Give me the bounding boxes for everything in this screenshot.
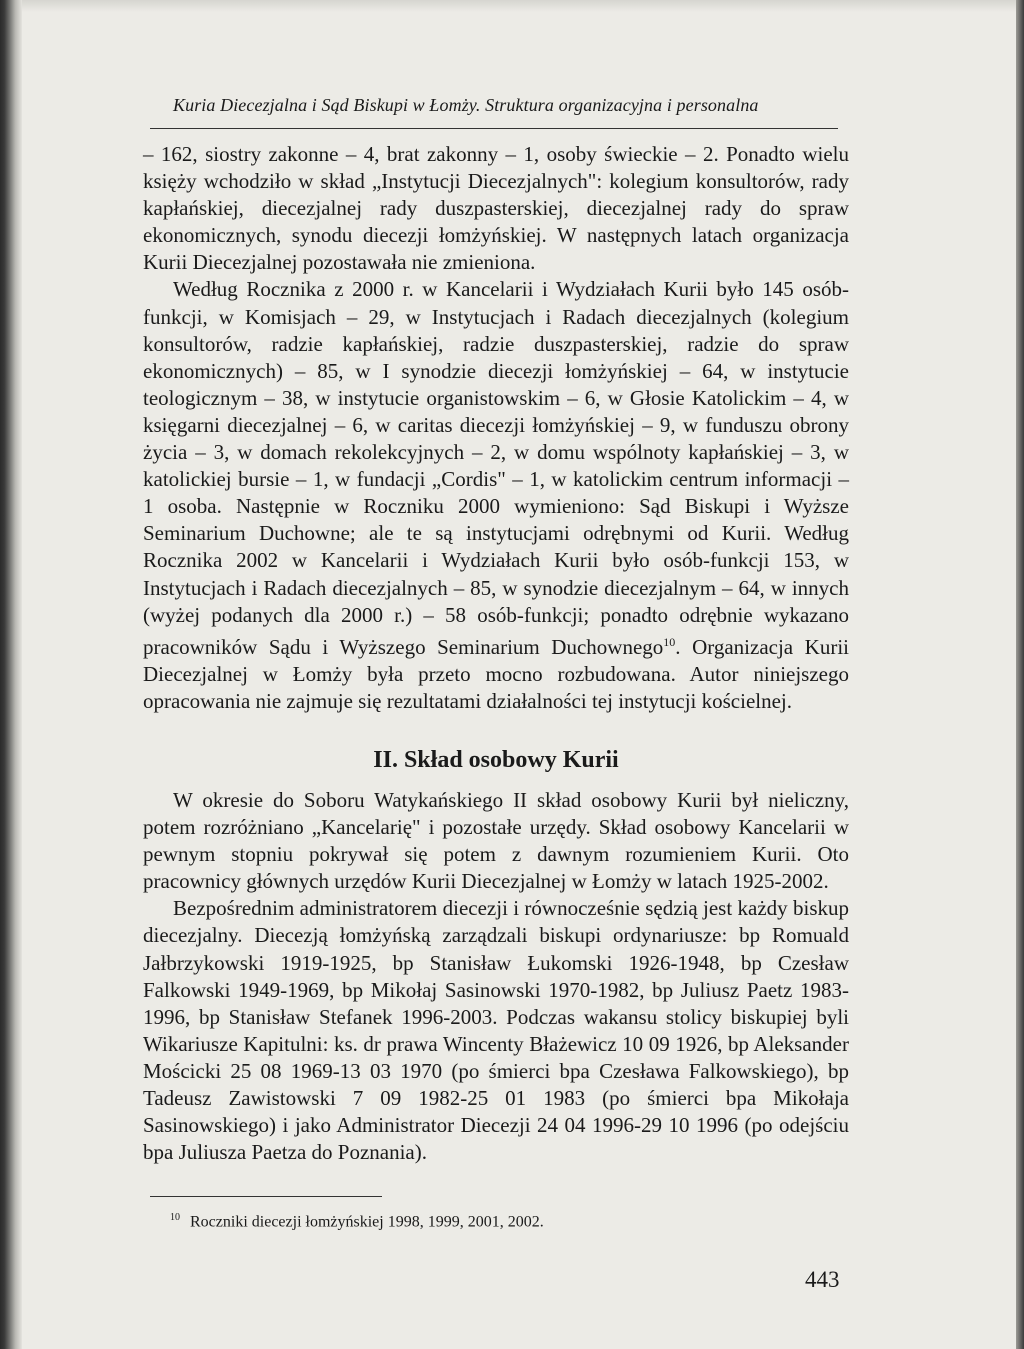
page-number: 443 bbox=[805, 1267, 840, 1292]
paragraph-text: . Organizacja Kurii Diecezjalnej w Łomży była przeto mocno rozbudowana. Autor niniejszego opracowania nie zajmuje się rezultatami działalności tej instytucji kościelnej. bbox=[143, 634, 849, 713]
scan-top-edge bbox=[0, 0, 1024, 12]
section-2-body bbox=[143, 787, 849, 1166]
paragraph bbox=[143, 276, 849, 715]
footnote-marker: 10 bbox=[170, 1212, 180, 1223]
paragraph: – 162, siostry zakonne – 4, brat zakonny – 1, osoby świeckie – 2. Ponadto wielu księży wchodziło w skład „Instytucji Diecezjalnych": kolegium konsultorów, rady kapłańskiej, diecezjalnej rady duszpasterskiej, diecezjalnej rady do spraw ekonomicznych, synodu diecezji łomżyńskiej. W następnych latach organizacja Kurii Diecezjalnej pozostawała nie zmieniona. bbox=[143, 142, 849, 275]
footnote-text: Roczniki diecezji łomżyńskiej 1998, 1999, 2001, 2002. bbox=[190, 1213, 544, 1231]
paragraph: W okresie do Soboru Watykańskiego II skład osobowy Kurii był nieliczny, potem rozróżniano „Kancelarię" i pozostałe urzędy. Skład osobowy Kancelarii w pewnym stopniu pokrywał się potem z dawnym rozumieniem Kurii. Oto pracownicy głównych urzędów Kurii Diecezjalnej w Łomży w latach 1925-2002. bbox=[143, 788, 849, 894]
section-1-body bbox=[143, 141, 849, 715]
footnote-reference: 10 bbox=[663, 634, 676, 649]
scan-right-edge bbox=[1016, 0, 1024, 1349]
footnote bbox=[170, 1208, 830, 1232]
book-spine-shadow bbox=[0, 0, 22, 1349]
section-heading: II. Skład osobowy Kurii bbox=[373, 747, 619, 773]
running-header: Kuria Diecezjalna i Sąd Biskupi w Łomży. Struktura organizacyjna i personalna bbox=[173, 95, 759, 115]
footnote-rule bbox=[150, 1196, 382, 1197]
paragraph-text: Według Rocznika z 2000 r. w Kancelarii i Wydziałach Kurii było 145 osób-funkcji, w Komisjach – 29, w Instytucjach i Radach diecezjalnych (kolegium konsultorów, radzie kapłańskiej, radzie duszpasterskiej, radzie do spraw ekonomicznych) – 85, w I synodzie diecezji łomżyńskiej – 64, w instytucie teologicznym – 38, w instytucie organistowskim – 6, w Głosie Katolickim – 4, w księgarni diecezjalnej – 6, w caritas diecezji łomżyńskiej – 9, w funduszu obrony życia – 3, w domach rekolekcyjnych – 2, w domu wspólnoty kapłańskiej – 3, w katolickiej bursie – 1, w fundacji „Cordis" – 1, w katolickim centrum informacji – 1 osoba. Następnie w Roczniku 2000 wymieniono: Sąd Biskupi i Wyższe Seminarium Duchowne; ale te są instytucjami odrębnymi od Kurii. Według Rocznika 2002 w Kancelarii i Wydziałach Kurii było osób-funkcji 153, w Instytucjach i Radach diecezjalnych – 85, w synodzie diecezjalnym – 64, w innych (wyżej podanych dla 2000 r.) – 58 osób-funkcji; ponadto odrębnie wykazano pracowników Sądu i Wyższego Seminarium Duchownego bbox=[143, 277, 849, 659]
header-rule bbox=[150, 128, 838, 129]
paragraph: Bezpośrednim administratorem diecezji i równocześnie sędzią jest każdy biskup diecezjalny. Diecezją łomżyńską zarządzali biskupi ordynariusze: bp Romuald Jałbrzykowski 1919-1925, bp Stanisław Łukomski 1926-1948, bp Czesław Falkowski 1949-1969, bp Mikołaj Sasinowski 1970-1982, bp Juliusz Paetz 1983-1996, bp Stanisław Stefanek 1996-2003. Podczas wakansu stolicy biskupiej byli Wikariusze Kapitulni: ks. dr prawa Wincenty Błażewicz 10 09 1926, bp Aleksander Mościcki 25 08 1969-13 03 1970 (po śmierci bpa Czesława Falkowskiego), bp Tadeusz Zawistowski 7 09 1982-25 01 1983 (po śmierci bpa Mikołaja Sasinowskiego) i jako Administrator Diecezji 24 04 1996-29 10 1996 (po odejściu bpa Juliusza Paetza do Poznania). bbox=[143, 896, 849, 1165]
